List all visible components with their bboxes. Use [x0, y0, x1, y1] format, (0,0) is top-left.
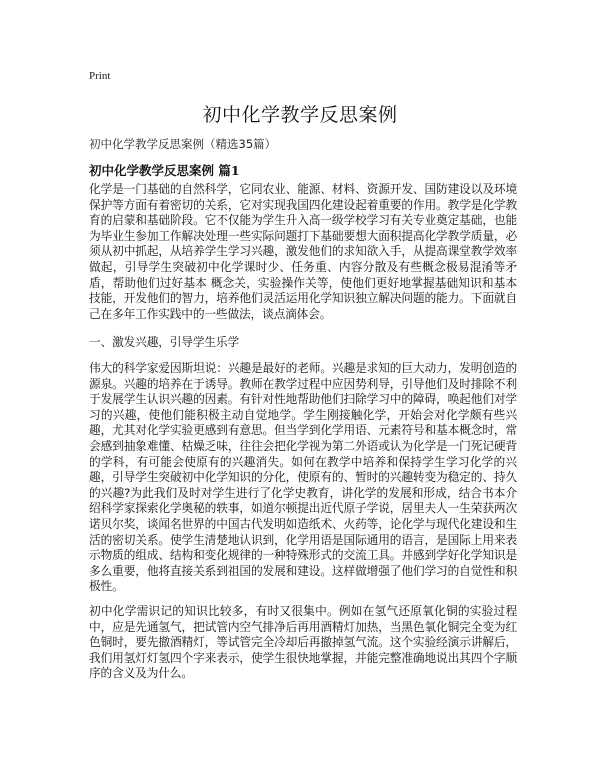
print-label: Print: [89, 70, 111, 82]
paragraph-intro: 化学是一门基础的自然科学，它同农业、能源、材料、资源开发、国防建设以及环境保护等方面有着密切的关系，它对实现我国四化建设起着重要的作用。教学是化学教育的启蒙和基础阶段。它不仅能为学生升入高一级学校学习有关专业奠定基础，也能为毕业生参加工作解决处理一些实际问题打下基础要想大面积提高化学教学质量，必须从初中抓起，从培养学生学习兴趣，激发他们的求知欲入手，从提高课堂教学效率做起，引导学生突破初中化学课时少、任务重、内容分散及有些概念极易混淆等矛盾，帮助他们过好基本 概念关，实验操作关等，使他们更好地掌握基础知识和基本技能，开发他们的智力，培养他们灵活运用化学知识独立解决问题的能力。下面就自己在多年工作实践中的一些做法，谈点滴体会。: [89, 182, 517, 321]
page-title: 初中化学教学反思案例: [202, 104, 398, 126]
paragraph-memorization: 初中化学需识记的知识比较多，有时又很集中。例如在氢气还原氧化铜的实验过程中，应是先通氢气，把试管内空气排净后再用酒精灯加热，当黑色氧化铜完全变为红色铜时，要先撤酒精灯，等试管完全冷却后再撤掉氢气流。这个实验经演示讲解后，我们用氢灯灯氢四个字来表示，使学生很快地掌握，并能完整准确地说出其四个字顺序的含义及为什么。: [89, 604, 517, 681]
paragraph-interest: 伟大的科学家爱因斯坦说：兴趣是最好的老师。兴趣是求知的巨大动力，发明创造的源泉。兴趣的培养在于诱导。教师在教学过程中应因势利导，引导他们及时排除不利于发展学生认识兴趣的因素。有针对性地帮助他们扫除学习中的障碍，唤起他们对学习的兴趣，使他们能积极主动自觉地学。学生刚接触化学，开始会对化学颇有些兴趣，尤其对化学实验更感到有意思。但当学到化学用语、元素符号和基本概念时，常会感到抽象难懂、枯燥乏味，往往会把化学视为第二外语或认为化学是一门死记硬背的学科，有可能会使原有的兴趣消失。如何在教学中培养和保持学生学习化学的兴趣，引导学生突破初中化学知识的分化，使原有的、暂时的兴趣转变为稳定的、持久的兴趣?为此我们及时对学生进行了化学史教育，讲化学的发展和形成，结合书本介绍科学家探索化学奥秘的轶事，如道尔顿提出近代原子学说，居里夫人一生荣获两次诺贝尔奖，谈闻名世界的中国古代发明如造纸术、火药等，论化学与现代化建设和生活的密切关系。使学生清楚地认识到，化学用语是国际通用的语言，是国际上用来表示物质的组成、结构和变化规律的一种特殊形式的交流工具。并感到学好化学知识是多么重要，他将直接关系到祖国的发展和建设。这样做增强了他们学习的自觉性和积极性。: [89, 361, 517, 594]
section-heading: 初中化学教学反思案例 篇1: [89, 163, 240, 178]
subsection-heading: 一、激发兴趣，引导学生乐学: [89, 335, 239, 349]
document-subtitle: 初中化学教学反思案例（精选35篇）: [89, 137, 277, 151]
